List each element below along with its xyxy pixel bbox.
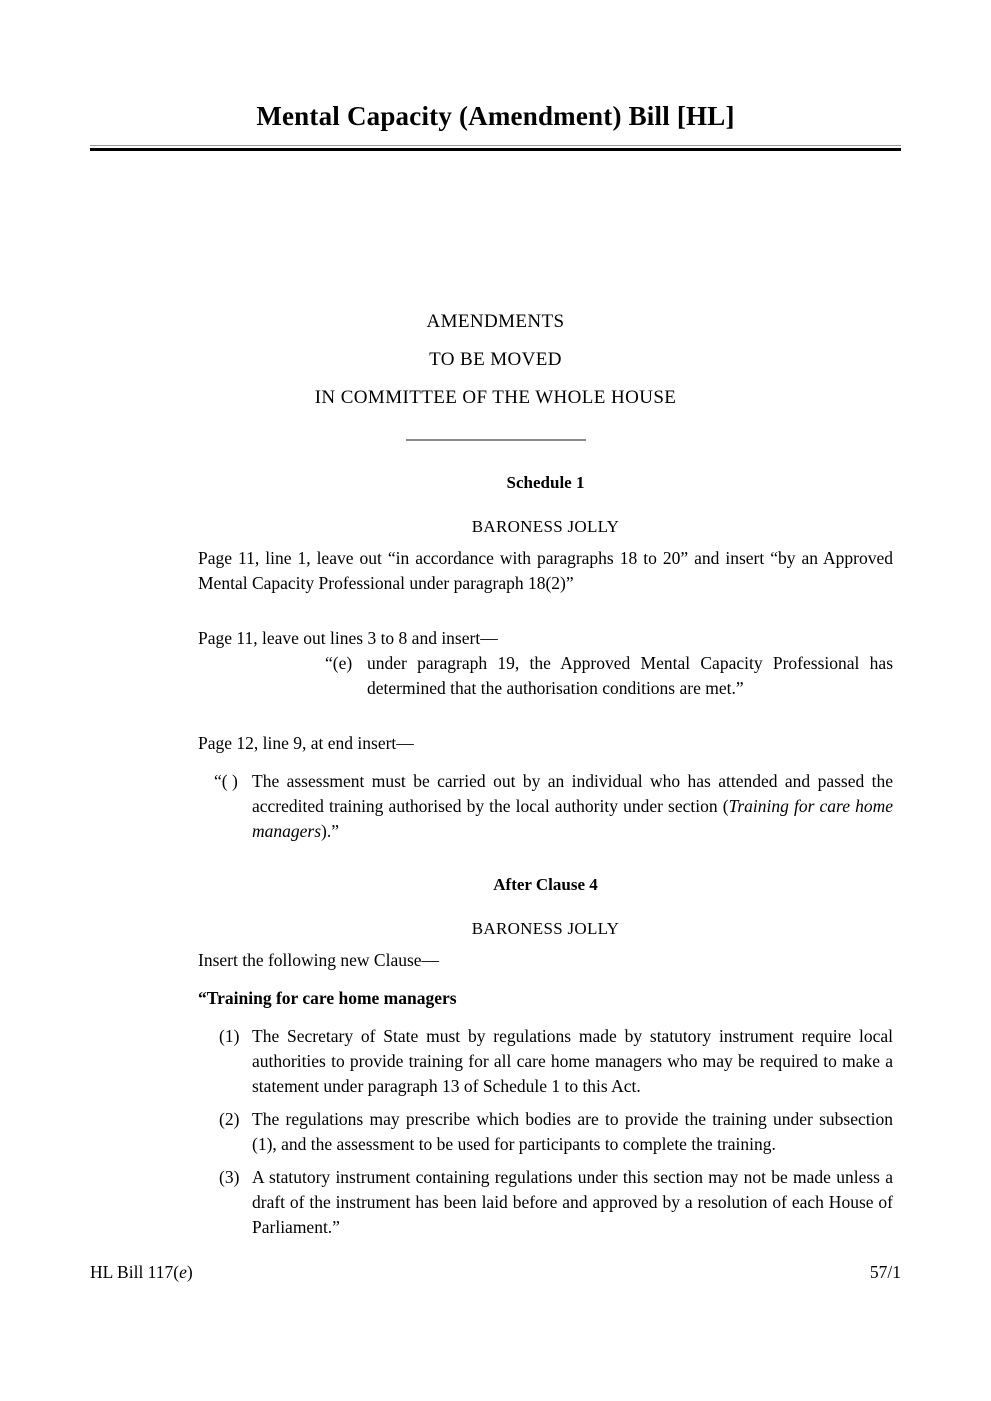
subsection-text: The Secretary of State must by regulations made by statutory instrument require local authorities to provide training for all care home managers who may be required to make a statement under paragraph 13 of Schedule 1 to this Act. xyxy=(252,1026,893,1096)
insert-marker: “(e) xyxy=(325,653,353,673)
spacer xyxy=(198,701,893,731)
heading-line-to-be-moved: TO BE MOVED xyxy=(429,349,562,370)
title-divider-thin xyxy=(90,145,901,146)
subsection-text: A statutory instrument containing regulations under this section may not be made unless a draft of the instrument has been laid before and approved by a resolution of each House of Parliament.” xyxy=(252,1167,893,1237)
title-block xyxy=(90,100,901,151)
spacer xyxy=(198,756,893,769)
amendment-lead: Page 12, line 9, at end insert— xyxy=(198,733,414,753)
spacer xyxy=(198,896,893,918)
spacer xyxy=(198,596,893,626)
page-number: 57/1 xyxy=(869,1262,901,1282)
heading-short-rule xyxy=(406,439,586,441)
subsection-number: (1) xyxy=(219,1026,240,1046)
heading-line-in-committee: IN COMMITTEE OF THE WHOLE HOUSE xyxy=(314,387,677,408)
spacer xyxy=(198,844,893,874)
insert-body-part1: The assessment must be carried out by an individual who has attended and passed the accredited training authorised by the local authority under section ( xyxy=(252,771,893,816)
section-title-schedule-1: Schedule 1 xyxy=(506,473,585,492)
bill-reference-close: ) xyxy=(186,1262,193,1282)
section-mover-schedule-1: BARONESS JOLLY xyxy=(471,517,620,536)
insert-body-italic: Training for care home managers xyxy=(252,796,894,841)
insert-marker: “( ) xyxy=(214,771,238,791)
new-clause-heading: “Training for care home managers xyxy=(198,988,457,1008)
page-footer xyxy=(90,1262,901,1283)
amendments-heading-block xyxy=(90,303,901,441)
bill-reference-prefix: HL Bill 117( xyxy=(90,1262,180,1282)
bill-reference-edition: e xyxy=(179,1262,187,1282)
spacer xyxy=(198,1157,893,1165)
insert-body-part2: ).” xyxy=(321,821,340,841)
spacer xyxy=(198,1099,893,1107)
section-mover-after-clause-4: BARONESS JOLLY xyxy=(471,919,620,938)
insert-body: under paragraph 19, the Approved Mental Capacity Professional has determined that the authorisation conditions are met.” xyxy=(367,653,893,698)
clause-subsection xyxy=(219,1024,893,1099)
bill-reference xyxy=(90,1262,193,1283)
subsection-number: (3) xyxy=(219,1167,240,1187)
spacer xyxy=(198,538,893,546)
amendment-text: Page 11, line 1, leave out “in accordance with paragraphs 18 to 20” and insert “by an Approved Mental Capacity Professional under paragraph 18(2)” xyxy=(198,548,893,593)
heading-line-amendments: AMENDMENTS xyxy=(426,311,565,332)
spacer xyxy=(198,973,893,986)
insert-body xyxy=(252,769,893,844)
title-divider-thick xyxy=(90,148,901,151)
page-title: Mental Capacity (Amendment) Bill [HL] xyxy=(256,101,735,131)
title-divider xyxy=(90,145,901,151)
amendment-lead: Page 11, leave out lines 3 to 8 and insert— xyxy=(198,628,498,648)
document-body xyxy=(198,472,893,1240)
spacer xyxy=(198,1011,893,1024)
subsection-text: The regulations may prescribe which bodies are to provide the training under subsection (1), and the assessment to be used for participants to complete the training. xyxy=(252,1109,893,1154)
spacer xyxy=(198,494,893,516)
amendment-inserted-text xyxy=(214,769,893,844)
amendment-inserted-text xyxy=(325,651,893,701)
subsection-number: (2) xyxy=(219,1109,240,1129)
section-title-after-clause-4: After Clause 4 xyxy=(493,875,598,894)
new-clause-intro: Insert the following new Clause— xyxy=(198,950,440,970)
clause-subsection xyxy=(219,1165,893,1240)
spacer xyxy=(198,940,893,948)
clause-subsection xyxy=(219,1107,893,1157)
